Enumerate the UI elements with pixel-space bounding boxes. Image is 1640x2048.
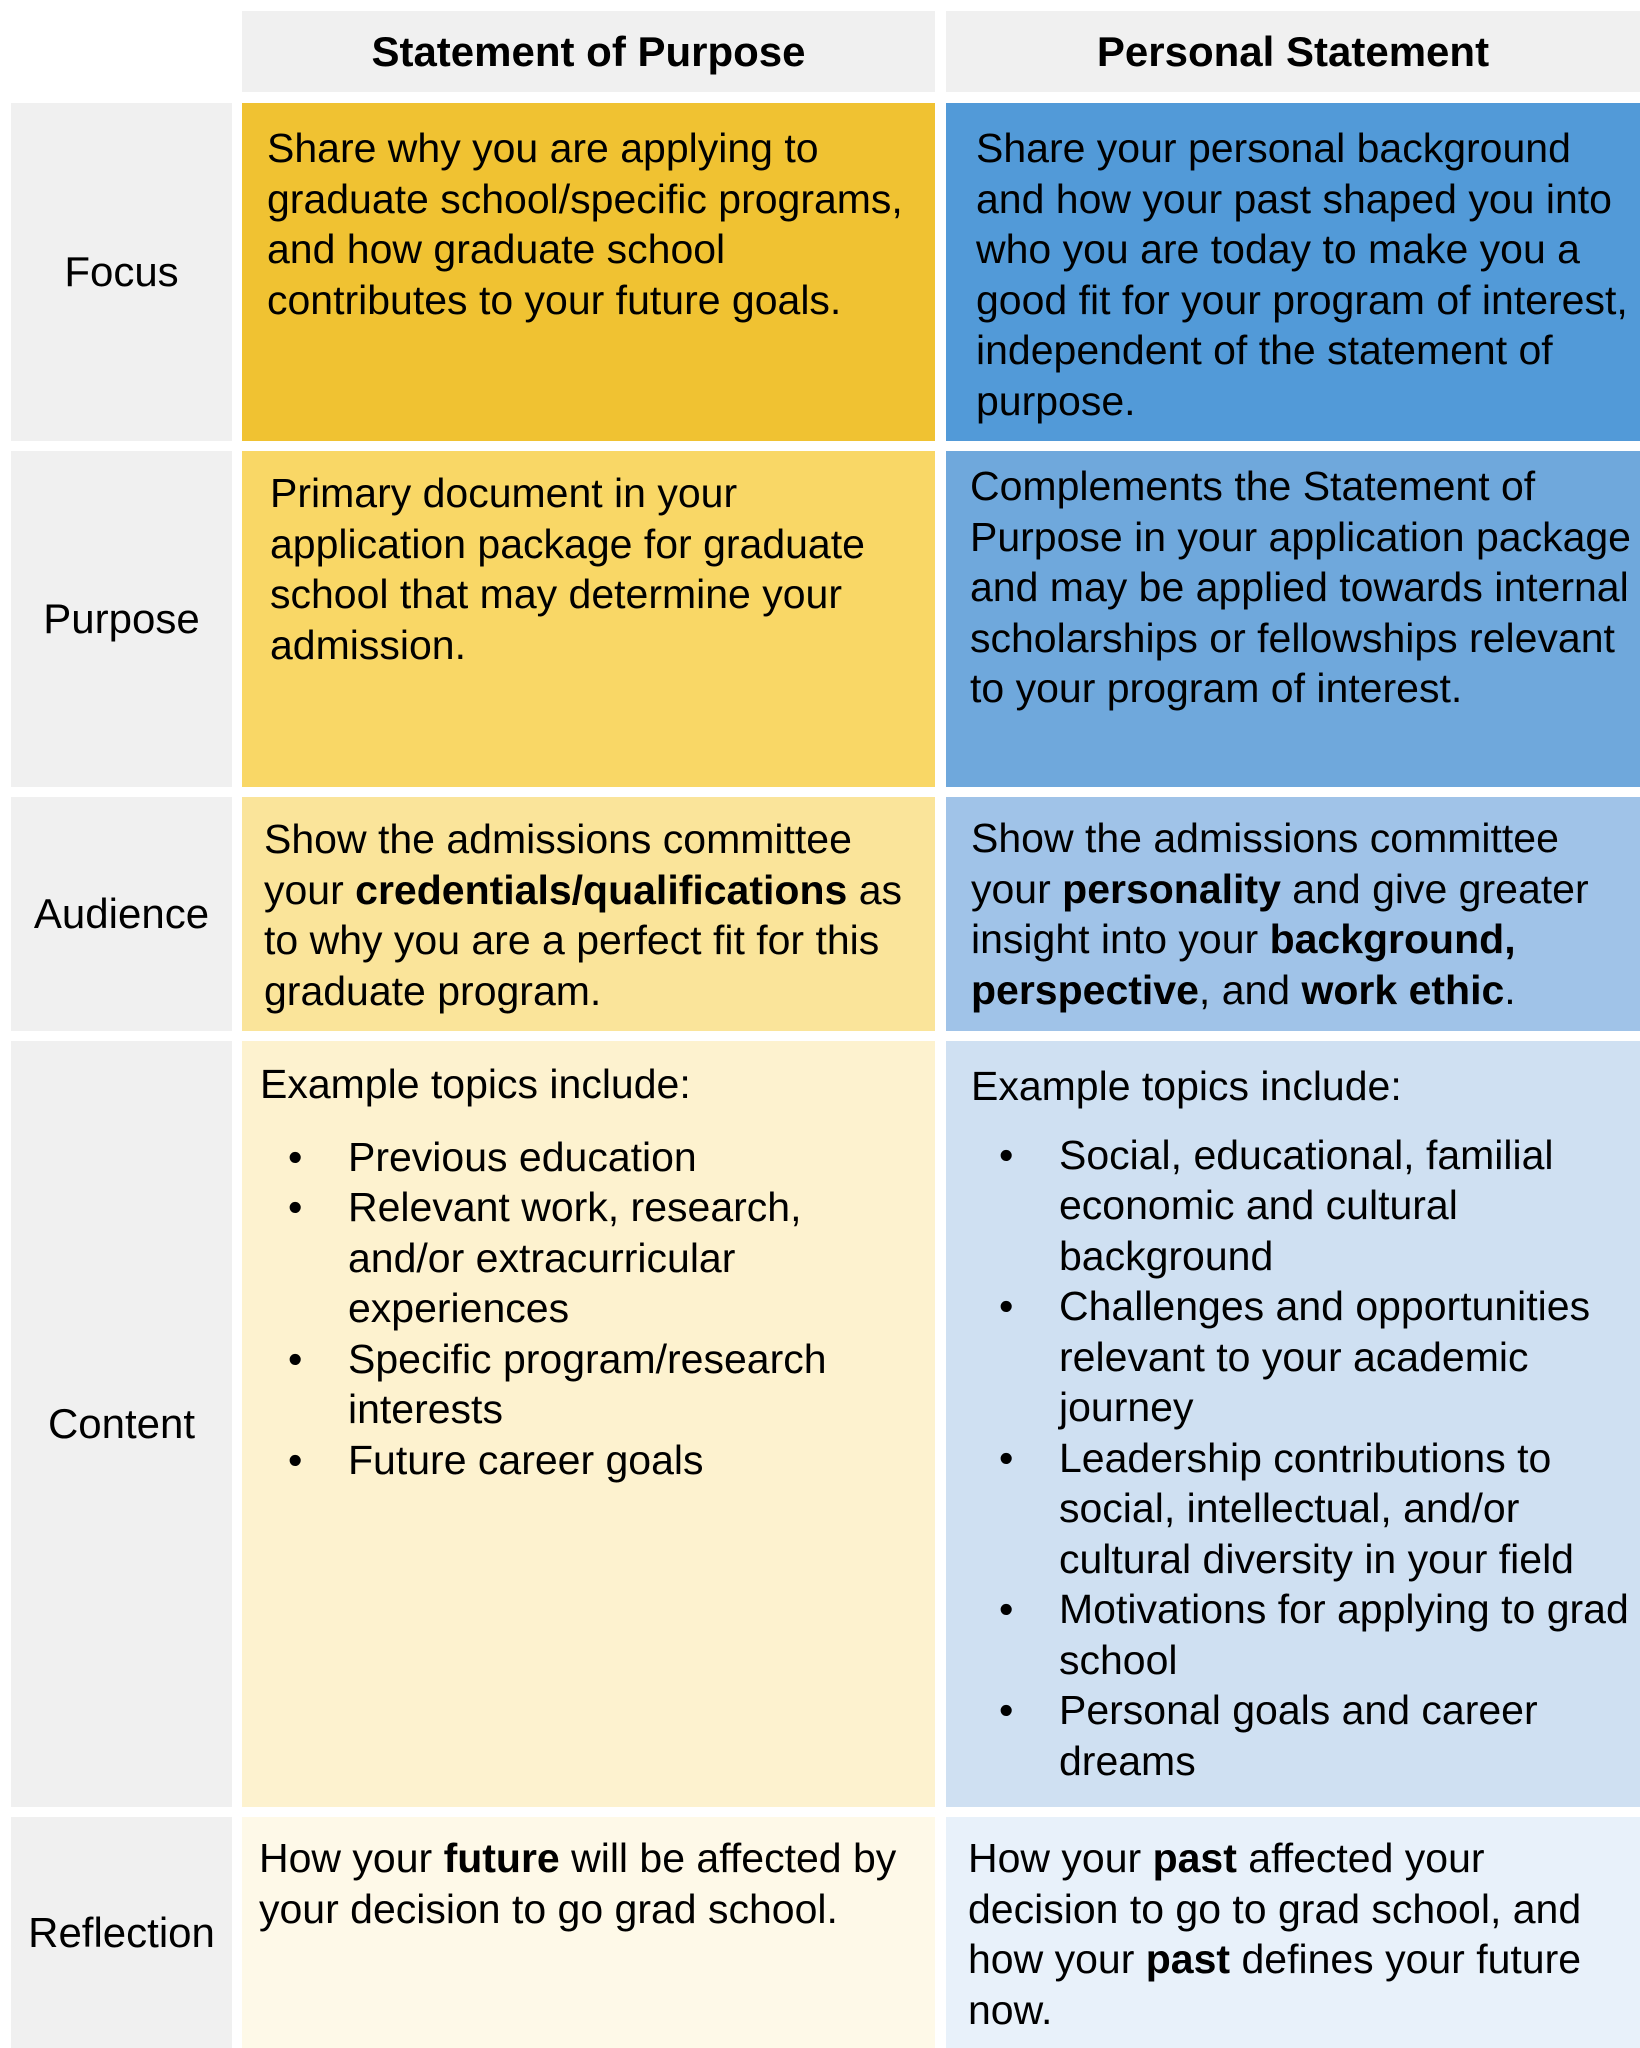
- content-sop-cell: [242, 1041, 935, 1807]
- focus-sop-cell: [242, 103, 935, 441]
- purpose-sop-text: Primary document in your application package for graduate school that may determine your admission.: [270, 470, 865, 668]
- list-item: • Personal goals and career dreams: [971, 1685, 1630, 1786]
- header-sop-label: Statement of Purpose: [371, 27, 806, 75]
- content-ps-cell: [946, 1041, 1640, 1807]
- future-emphasis: future: [443, 1835, 560, 1881]
- header-ps-label: Personal Statement: [1096, 27, 1490, 75]
- list-item: • Leadership contributions to social, intellectual, and/or cultural diversity in your field: [971, 1433, 1630, 1585]
- header-personal-statement: [946, 11, 1640, 92]
- content-sop-intro: Example topics include:: [260, 1061, 691, 1107]
- reflection-ps-text: How your past affected your decision to go to grad school, and how your past defines your future now.: [968, 1835, 1582, 2033]
- list-item: • Motivations for applying to grad school: [971, 1584, 1630, 1685]
- reflection-sop-text: How your future will be affected by your decision to go grad school.: [259, 1835, 897, 1932]
- work-ethic-emphasis: work ethic: [1301, 966, 1505, 1013]
- content-ps-list: [971, 1130, 1630, 1787]
- audience-ps-cell: [946, 797, 1640, 1031]
- past-emphasis-2: past: [1145, 1936, 1231, 1982]
- list-item: • Specific program/research interests: [260, 1334, 925, 1435]
- list-item: • Relevant work, research, and/or extracurricular experiences: [260, 1182, 925, 1334]
- focus-sop-text: Share why you are applying to graduate school/specific programs, and how graduate school contributes to your future goals.: [267, 125, 903, 323]
- reflection-ps-cell: [946, 1817, 1640, 2048]
- row-label-audience: Audience: [11, 797, 232, 1031]
- list-item: • Challenges and opportunities relevant to your academic journey: [971, 1281, 1630, 1433]
- list-item: • Previous education: [260, 1132, 925, 1183]
- background-perspective-emphasis: background, perspective: [971, 916, 1516, 1013]
- row-label-focus: Focus: [11, 103, 232, 441]
- audience-sop-text: Show the admissions committee your credentials/qualifications as to why you are a perfect fit for this graduate program.: [264, 816, 902, 1014]
- purpose-sop-cell: [242, 451, 935, 787]
- purpose-ps-text: Complements the Statement of Purpose in your application package and may be applied towards internal scholarships or fellowships relevant to your program of interest.: [970, 463, 1631, 711]
- list-item: • Future career goals: [260, 1435, 925, 1486]
- personality-emphasis: personality: [1062, 865, 1281, 912]
- content-sop-list: [260, 1132, 925, 1486]
- audience-sop-cell: [242, 797, 935, 1031]
- focus-ps-cell: [946, 103, 1640, 441]
- focus-ps-text: Share your personal background and how your past shaped you into who you are today to make you a good fit for your program of interest, independent of the statement of purpose.: [976, 125, 1628, 424]
- row-label-reflection: Reflection: [11, 1817, 232, 2048]
- row-label-purpose: Purpose: [11, 451, 232, 787]
- credentials-emphasis: credentials/qualifications: [355, 866, 848, 913]
- audience-ps-text: Show the admissions committee your personality and give greater insight into your background, perspective, and work ethic.: [971, 815, 1589, 1013]
- row-label-content: Content: [11, 1041, 232, 1807]
- purpose-ps-cell: [946, 451, 1640, 787]
- content-ps-intro: Example topics include:: [971, 1063, 1402, 1109]
- list-item: • Social, educational, familial economic and cultural background: [971, 1130, 1630, 1282]
- header-statement-of-purpose: [242, 11, 935, 92]
- reflection-sop-cell: [242, 1817, 935, 2048]
- past-emphasis: past: [1152, 1835, 1237, 1881]
